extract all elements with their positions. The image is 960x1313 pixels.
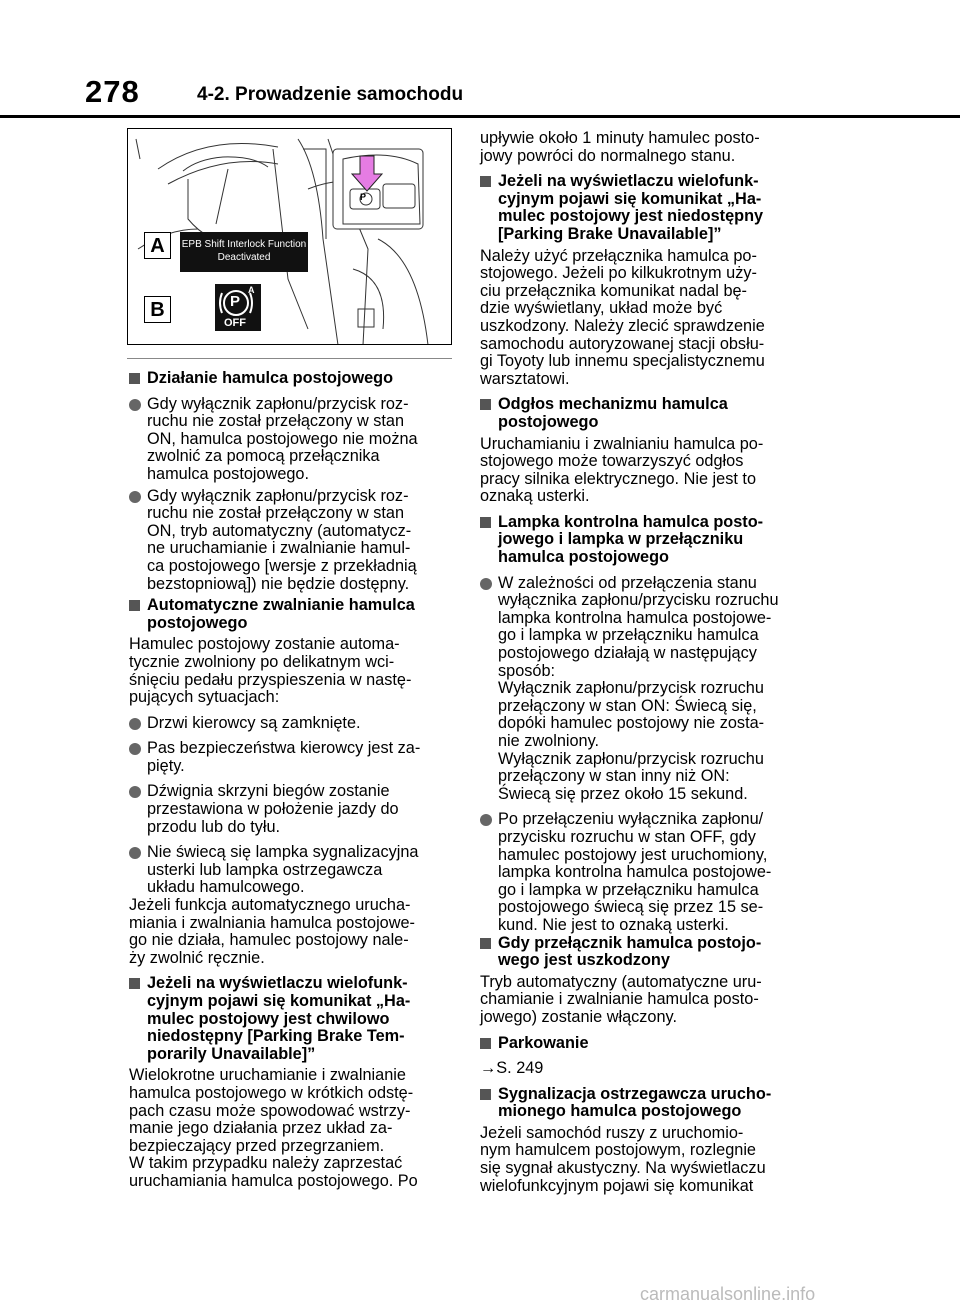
bullet-text: W zależności od przełączenia stanu wyłącznika zapłonu/przycisku rozruchu lampka kontrolna hamulca postojowe- go i lampka w przełączniku hamulca postojowego działają w następujący sposób: Wyłącznik zapłonu/przycisk rozruchu przełączony w stan ON: Świecą się, dopóki hamulec postojowy nie zosta- nie zwolniony. Wyłącznik zapłonu/przycisk rozruchu przełączony w stan inny niż ON: Świecą się przez około 15 sekund. <box>498 573 779 803</box>
figure-rule <box>127 358 452 359</box>
page-header <box>0 0 960 118</box>
heading-unavailable <box>480 173 815 243</box>
heading-switch-malfunction <box>480 935 815 970</box>
paragraph: Wielokrotne uruchamianie i zwalnianie hamulca postojowego w krótkich odstę- pach czasu może spowodować wstrzy- manie jego działania przez układ za- bezpieczający przed przegrzaniem. W takim przypadku należy zaprzestać uruchamiania hamulca postojowego. Po <box>129 1066 418 1190</box>
bullet-item <box>129 783 459 836</box>
heading-text: Automatyczne zwalnianie hamulca postojowego <box>147 596 415 632</box>
display-message-panel <box>180 232 308 272</box>
page-number: 278 <box>85 74 140 109</box>
bullet-text: Nie świecą się lampka sygnalizacyjna usterki lub lampka ostrzegawcza układu hamulcowego. <box>147 843 419 897</box>
heading-parking-brake-operation <box>129 370 459 388</box>
heading-text: Jeżeli na wyświetlaczu wielofunk- cyjnym pojawi się komunikat „Ha- mulec postojowy jest niedostępny [Parking Brake Unavailable]” <box>498 172 764 243</box>
bullet-item <box>129 844 459 897</box>
bullet-item <box>129 396 459 484</box>
heading-text: Sygnalizacja ostrzegawcza urucho- mionego hamulca postojowego <box>498 1084 772 1121</box>
section-title: 4-2. Prowadzenie samochodu <box>197 84 464 105</box>
paragraph: Hamulec postojowy zostanie automa- tycznie zwolniony po delikatnym wci- śnięciu pedału przyspieszenia w nastę- pujących sytuacjach: <box>129 635 412 707</box>
indicator-superscript: A <box>248 285 255 295</box>
heading-engaged-warning <box>480 1086 815 1121</box>
heading-text: Odgłos mechanizmu hamulca postojowego <box>498 395 728 431</box>
message-line-1: EPB Shift Interlock Function <box>181 239 307 250</box>
bullet-text: Dźwignia skrzyni biegów zostanie przestawiona w położenie jazdy do przodu lub do tyłu. <box>147 782 399 836</box>
callout-label-b: B <box>144 296 171 323</box>
heading-text: Jeżeli na wyświetlaczu wielofunk- cyjnym pojawi się komunikat „Ha- mulec postojowy jest chwilowo niedostępny [Parking Brake Tem- porarily Unavailable]” <box>147 974 411 1063</box>
heading-text: Lampka kontrolna hamulca posto- jowego i lampka w przełączniku hamulca postojowego <box>498 512 764 567</box>
paragraph: Uruchamianiu i zwalnianiu hamulca po- stojowego może towarzyszyć odgłos pracy silnika elektrycznego. Nie jest to oznaką usterki. <box>480 434 764 506</box>
watermark: carmanualsonline.info <box>640 1284 816 1304</box>
page-reference: →S. 249 <box>480 1059 544 1078</box>
heading-indicator-lamps <box>480 514 815 567</box>
bullet-text: Drzwi kierowcy są zamknięte. <box>147 713 361 732</box>
heading-mechanism-noise <box>480 396 815 431</box>
callout-label-a: A <box>144 232 171 259</box>
paragraph: Tryb automatyczny (automatyczne uru- chamianie i zwalnianie hamulca posto- jowego) zostanie włączony. <box>480 972 762 1026</box>
left-column <box>129 370 459 1191</box>
bullet-item <box>480 575 815 804</box>
heading-text: Działanie hamulca postojowego <box>147 369 394 387</box>
indicator-off-text: OFF <box>224 317 246 329</box>
paragraph: Jeżeli samochód ruszy z uruchomio- nym hamulcem postojowym, rozlegnie się sygnał akustyczny. Na wyświetlaczu wielofunkcyjnym pojawi się komunikat <box>480 1123 766 1195</box>
heading-auto-release <box>129 597 459 632</box>
right-column <box>480 130 815 1195</box>
indicator-letter: P <box>230 293 241 310</box>
header-rule <box>0 115 960 118</box>
bullet-text: Po przełączeniu wyłącznika zapłonu/ przycisku rozruchu w stan OFF, gdy hamulec postojowy jest uruchomiony, lampka kontrolna hamulca postojowe- go i lampka w przełączniku hamulca postojowego świecą się przez 15 se- kund. Nie jest to oznaką usterki. <box>498 810 772 934</box>
heading-text: Gdy przełącznik hamulca postojo- wego jest uszkodzony <box>498 933 762 970</box>
bullet-text: Gdy wyłącznik zapłonu/przycisk roz- ruchu nie został przełączony w stan ON, hamulca postojowego nie można zwolnić za pomocą przełącznika hamulca postojowego. <box>147 394 418 483</box>
bullet-item <box>480 811 815 934</box>
heading-parking <box>480 1035 815 1053</box>
paragraph: Jeżeli funkcja automatycznego urucha- miania i zwalniania hamulca postojowe- go nie działa, hamulec postojowy nale- ży zwolnić ręcznie. <box>129 896 415 967</box>
paragraph: Należy użyć przełącznika hamulca po- stojowego. Jeżeli po kilkukrotnym uży- ciu przełącznika komunikat nadal bę- dzie wyświetlany, układ może być uszkodzony. Należy zlecić sprawdzenie samochodu autoryzowanej stacji obsłu- gi Toyoty lub innemu specjalistycznemu warsztatowi. <box>480 246 765 388</box>
bullet-item <box>129 740 459 775</box>
bullet-text: Pas bezpieczeństwa kierowcy jest za- pięty. <box>147 739 421 775</box>
heading-temporarily-unavailable <box>129 975 459 1063</box>
bullet-item <box>129 715 459 733</box>
paragraph: upływie około 1 minuty hamulec posto- jowy powróci do normalnego stanu. <box>480 129 760 165</box>
auto-parking-brake-off-indicator <box>215 284 261 331</box>
heading-text: Parkowanie <box>498 1033 589 1052</box>
bullet-text: Gdy wyłącznik zapłonu/przycisk roz- ruchu nie został przełączony w stan ON, tryb automatyczny (automatycz- ne uruchamianie i zwalnianie hamul- ca postojowego [wersje z przekładnią bezstopniową]) nie będzie dostępny. <box>147 486 417 593</box>
message-line-2: Deactivated <box>217 252 271 263</box>
bullet-item <box>129 488 459 594</box>
parking-switch-icon: P <box>360 192 367 202</box>
